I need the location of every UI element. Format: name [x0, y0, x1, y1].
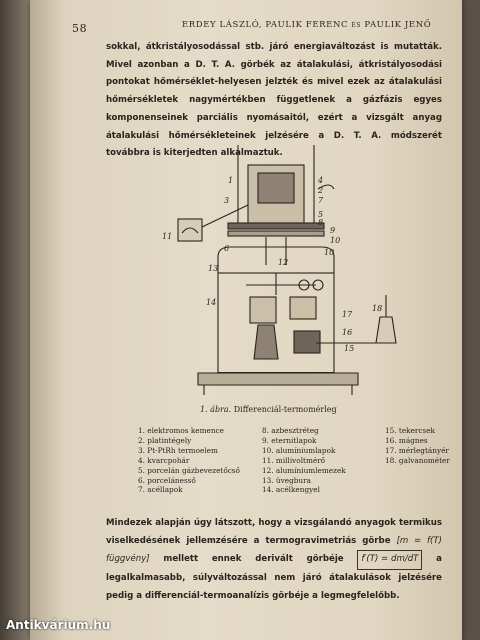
legend-item: 14. acélkengyel — [262, 485, 320, 495]
legend-item: 10. alumíniumlapok — [262, 445, 336, 455]
legend-item: 9. eternitlapok — [262, 435, 317, 445]
stand-base — [198, 373, 358, 385]
legend-item: 3. Pt-PtRh termoelem — [138, 445, 218, 455]
callout-8: 8 — [318, 218, 324, 227]
callout-18: 18 — [372, 304, 383, 313]
formula-derivative: f′(T) = dm/dT — [357, 550, 422, 570]
page-number: 58 — [72, 22, 88, 35]
legend-item: 6. porcelánesső — [138, 475, 196, 485]
balance-beam — [246, 273, 316, 295]
left-pan-housing — [250, 297, 276, 323]
site-watermark: Antikvárium.hu — [6, 618, 111, 632]
eternit-plate — [228, 231, 324, 236]
figure-title: Differenciál-termomérleg — [233, 405, 337, 414]
asbestos-plate — [228, 223, 324, 229]
callout-1: 1 — [228, 176, 234, 185]
differential-thermobalance-figure — [118, 145, 438, 405]
legend-item: 15. tekercsek — [385, 426, 435, 435]
legend-item: 13. üvegbura — [262, 475, 311, 485]
callout-13: 13 — [208, 264, 219, 273]
magnet-coils — [294, 331, 320, 353]
legend-item: 8. azbesztréteg — [262, 426, 319, 435]
millivoltmeter — [178, 219, 202, 241]
paragraph-2-part-3: a legalkalmasabb, súlyváltozással nem járó átalakulások jelzésére pedig a differenciál-termoanalízis görbéje a legmegfelelőbb. — [106, 554, 442, 601]
page-header — [72, 20, 440, 34]
callout-4: 4 — [318, 176, 324, 185]
sample-vessel — [254, 325, 278, 359]
legend-item: 7. acéllapok — [138, 485, 183, 495]
galvanometer — [376, 317, 396, 343]
callout-7: 7 — [318, 196, 324, 205]
callout-2: 2 — [318, 186, 324, 195]
callout-10b: 10 — [324, 248, 335, 257]
callout-14: 14 — [206, 298, 217, 307]
legend-item: 11. millivoltmérő — [262, 455, 326, 465]
legend-column-3 — [385, 426, 450, 466]
legend-item: 4. kvarcpohár — [138, 455, 190, 465]
paragraph-2 — [106, 515, 442, 606]
legend-item: 2. platintégely — [138, 435, 192, 445]
legend-item: 18. galvanométer — [385, 455, 450, 465]
legend-column-1 — [138, 426, 240, 495]
callout-9: 9 — [330, 226, 336, 235]
legend-item: 1. elektromos kemence — [138, 426, 224, 435]
paragraph-2-part-1: Mindezek alapján úgy látszott, hogy a vizsgálandó anyagok termikus viselkedésének jellemzésére a termogravimetriás görbe — [106, 518, 442, 546]
figure-caption — [200, 405, 337, 414]
callout-16: 16 — [342, 328, 353, 337]
legend-item: 17. mérlegtányér — [385, 445, 449, 455]
callout-12: 12 — [278, 258, 289, 267]
callout-6: 6 — [224, 244, 230, 253]
callout-15: 15 — [344, 344, 355, 353]
running-head: ERDEY LÁSZLÓ, PAULIK FERENC és PAULIK JENŐ — [182, 20, 432, 30]
paragraph-2-part-2: mellett ennek derivált görbéje — [163, 554, 344, 565]
book-gutter — [0, 0, 30, 640]
legend-item: 5. porcelán gázbevezetőcső — [138, 465, 240, 475]
crucible — [258, 173, 294, 203]
legend-column-2 — [262, 426, 346, 495]
glass-bell — [218, 247, 334, 273]
callout-11: 11 — [162, 232, 173, 241]
callout-17: 17 — [342, 310, 353, 319]
right-pan-housing — [290, 297, 316, 319]
callout-10a: 10 — [330, 236, 341, 245]
paragraph-1: sokkal, átkristályosodással stb. járó energiaváltozást is mutatták. Mivel azonban a D. T. A. görbék az átalakulási, átkristályosodási pontokat hőmérséklet-helyesen jelzték és mivel ezek az átalakulási hőmérsékletek nagymértékben függetlenek a gázfázis egyes komponenseinek parciális nyomásaitól, ezért a vizsgált anyag átalakulási hőmérsékleteinek jelzésére a D. T. A. módszerét továbbra is kiterjedten alkalmaztuk. — [106, 42, 442, 159]
legend-item: 12. alumíniumlemezek — [262, 465, 346, 475]
figure-number: 1. ábra. — [200, 405, 232, 414]
formula-function: [m = f(T) függvény] — [106, 535, 442, 565]
callout-5: 5 — [318, 210, 324, 219]
callout-3: 3 — [224, 196, 230, 205]
legend-item: 16. mágnes — [385, 435, 428, 445]
